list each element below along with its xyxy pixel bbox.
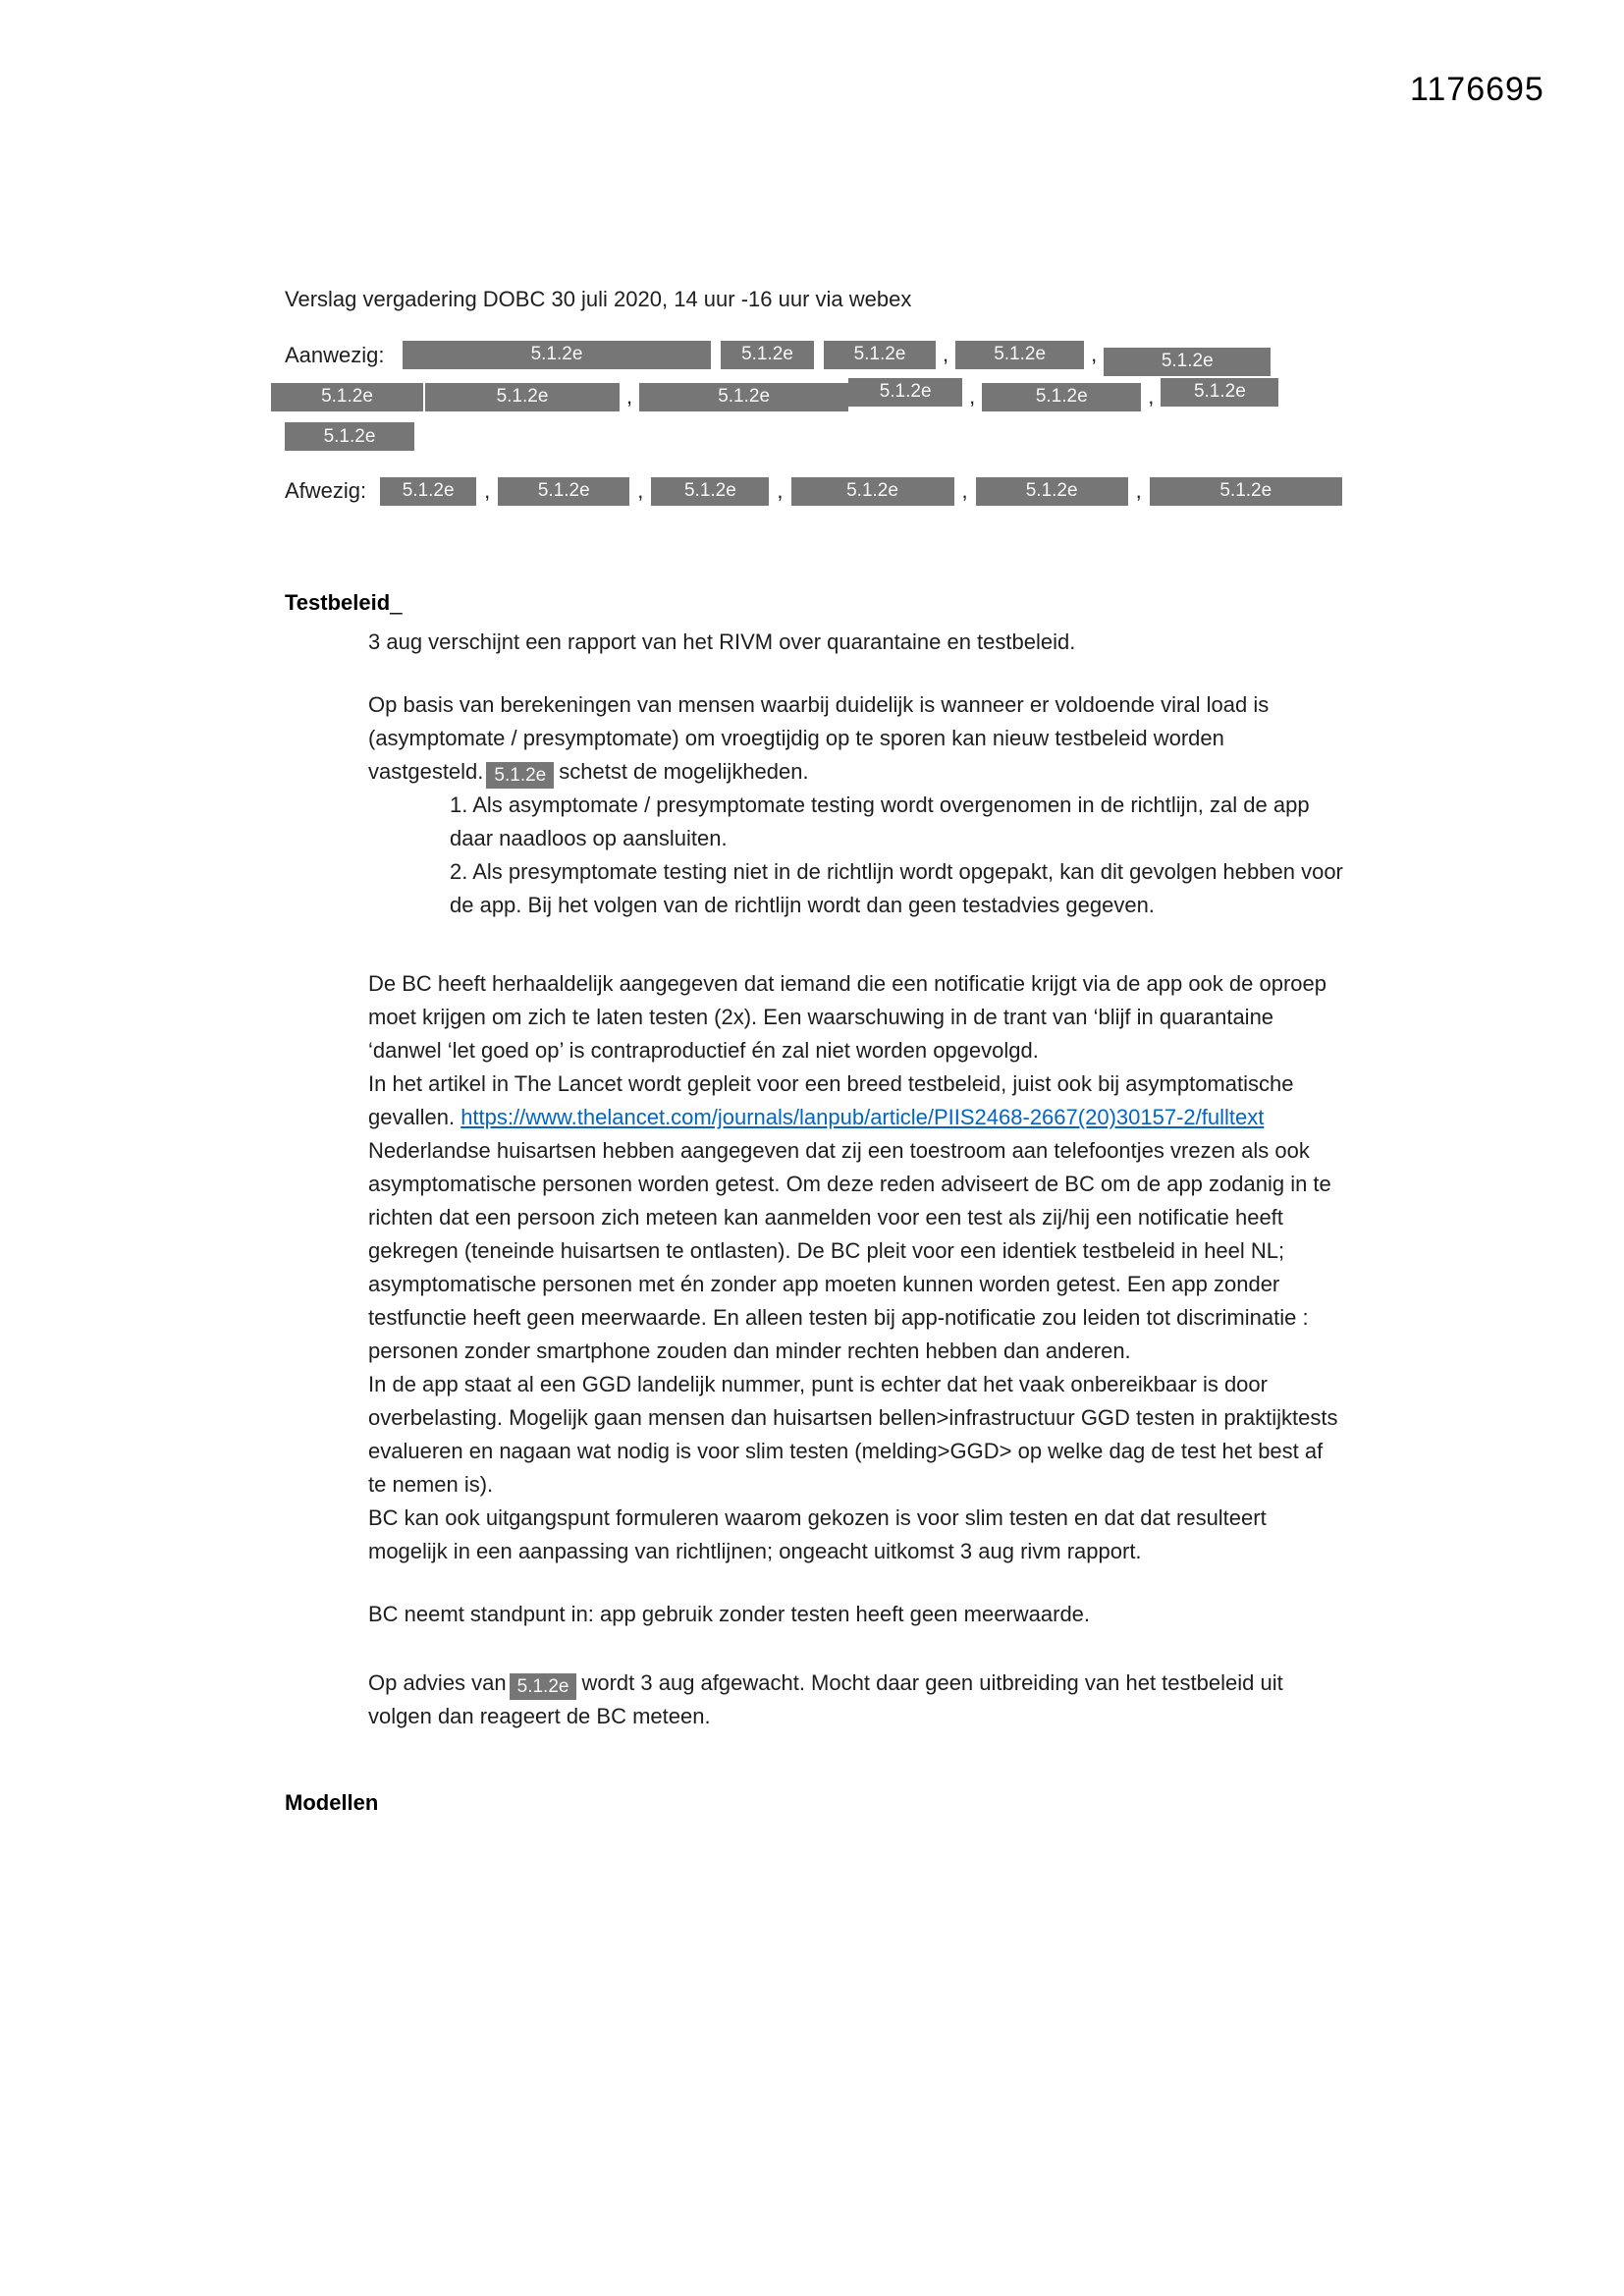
paragraph-text: wordt 3 aug afgewacht. Mocht daar geen uitbreiding van het testbeleid uit volgen dan reageert de BC meteen. — [368, 1670, 1283, 1728]
document-content — [285, 283, 1355, 1820]
paragraph-bc-notificatie: De BC heeft herhaaldelijk aangegeven dat iemand die een notificatie krijgt via de app ook de oproep moet krijgen om zich te laten testen (2x). Een waarschuwing in de trant van ‘blijf in quarantaine ‘danwel ‘let goed op’ is contraproductief én zal niet worden opgevolgd. — [368, 971, 1326, 1063]
inline-redaction: 5.1.2e — [510, 1673, 577, 1700]
section-heading-modellen: Modellen — [285, 1790, 379, 1815]
paragraph-text: In het artikel in The Lancet wordt gepleit voor een breed testbeleid, juist ook bij asymptomatische gevallen. — [368, 1071, 1294, 1129]
redaction-separator: , — [637, 478, 644, 503]
numbered-list — [450, 789, 1345, 922]
redaction-bar: 5.1.2e — [721, 341, 814, 369]
redaction-bar: 5.1.2e — [791, 477, 954, 506]
redaction-separator: , — [1148, 384, 1155, 409]
present-label: Aanwezig: — [285, 343, 385, 367]
redaction-bar: 5.1.2e — [498, 477, 629, 506]
redaction-bar: 5.1.2e — [651, 477, 769, 506]
redaction-bar: 5.1.2e — [380, 477, 476, 506]
paragraph-uitgangspunt: BC kan ook uitgangspunt formuleren waarom gekozen is voor slim testen en dat dat resulteert mogelijk in een aanpassing van richtlijnen; ongeacht uitkomst 3 aug rivm rapport. — [368, 1505, 1267, 1563]
paragraph-text: schetst de mogelijkheden. — [559, 759, 809, 784]
redaction-separator: , — [777, 478, 784, 503]
paragraph-viral-load — [368, 688, 1345, 789]
redaction-bar: 5.1.2e — [285, 422, 414, 451]
heading-text: Testbeleid — [285, 590, 391, 615]
redaction-bar: 5.1.2e — [1161, 378, 1278, 407]
redaction-bar: 5.1.2e — [955, 341, 1084, 369]
lancet-article-link[interactable]: https://www.thelancet.com/journals/lanpub/article/PIIS2468-2667(20)30157-2/fulltext — [460, 1105, 1265, 1129]
redaction-bar: 5.1.2e — [976, 477, 1128, 506]
redaction-separator: , — [969, 384, 976, 409]
section-heading-testbeleid — [285, 586, 1355, 620]
document-number-stamp: 1176695 — [1410, 71, 1544, 108]
redaction-bar: 5.1.2e — [982, 383, 1141, 411]
paragraph-text: Op basis van berekeningen van mensen waarbij duidelijk is wanneer er voldoende viral load is (asymptomate / presymptomate) om vroegtijdig op te sporen kan nieuw testbeleid worden vastgesteld. — [368, 692, 1270, 784]
inline-redaction: 5.1.2e — [486, 762, 554, 789]
paragraph-rivm-rapport: 3 aug verschijnt een rapport van het RIVM over quarantaine en testbeleid. — [368, 629, 1076, 654]
redaction-bar: 5.1.2e — [824, 341, 936, 369]
absent-label: Afwezig: — [285, 478, 367, 503]
list-item-2: 2. Als presymptomate testing niet in de richtlijn wordt opgepakt, kan dit gevolgen hebben voor de app. Bij het volgen van de richtlijn wordt dan geen testadvies gegeven. — [450, 859, 1343, 917]
redaction-separator: , — [626, 384, 633, 409]
document-title: Verslag vergadering DOBC 30 juli 2020, 14 uur -16 uur via webex — [285, 287, 912, 311]
redaction-bar: 5.1.2e — [425, 383, 620, 411]
redaction-bar: 5.1.2e — [848, 378, 962, 407]
paragraph-ggd-nummer: In de app staat al een GGD landelijk nummer, punt is echter dat het vaak onbereikbaar is door overbelasting. Mogelijk gaan mensen dan huisartsen bellen>infrastructuur GGD testen in praktijktests evalueren en nagaan wat nodig is voor slim testen (melding>GGD> op welke dag de test het best af te nemen is). — [368, 1372, 1338, 1497]
paragraph-advies — [368, 1667, 1345, 1733]
paragraph-lancet — [368, 1067, 1345, 1134]
redaction-row — [285, 422, 1355, 451]
attendance-present-block — [285, 338, 1355, 451]
redaction-separator: , — [1091, 342, 1098, 366]
redaction-bar: 5.1.2e — [271, 383, 423, 411]
redaction-separator: , — [961, 478, 968, 503]
redaction-bar: 5.1.2e — [1104, 348, 1271, 376]
heading-suffix: _ — [390, 590, 403, 615]
redaction-row — [403, 338, 1355, 371]
redaction-bar: 5.1.2e — [1150, 477, 1342, 506]
list-item-1: 1. Als asymptomate / presymptomate testing wordt overgenomen in de richtlijn, zal de app daar naadloos op aansluiten. — [450, 793, 1310, 850]
redaction-row — [271, 380, 1355, 413]
redaction-separator: , — [1135, 478, 1142, 503]
redaction-separator: , — [943, 342, 949, 366]
paragraph-text: Op advies van — [368, 1670, 507, 1695]
paragraph-huisartsen: Nederlandse huisartsen hebben aangegeven dat zij een toestroom aan telefoontjes vrezen als ook asymptomatische personen worden getest. Om deze reden adviseert de BC om de app zodanig in te richten dat een persoon zich meteen kan aanmelden voor een test als zij/hij een notificatie heeft gekregen (teneinde huisartsen te ontlasten). De BC pleit voor een identiek testbeleid in heel NL; asymptomatische personen met én zonder app moeten kunnen worden getest. Een app zonder testfunctie heeft geen meerwaarde. En alleen testen bij app-notificatie zou leiden tot discriminatie : personen zonder smartphone zouden dan minder rechten hebben dan anderen. — [368, 1138, 1331, 1363]
redaction-bar: 5.1.2e — [403, 341, 711, 369]
redaction-separator: , — [484, 478, 491, 503]
attendance-absent-block — [285, 474, 1355, 508]
testbeleid-body — [368, 626, 1345, 1733]
paragraph-bc-standpunt: BC neemt standpunt in: app gebruik zonder testen heeft geen meerwaarde. — [368, 1602, 1091, 1626]
redaction-bar: 5.1.2e — [639, 383, 848, 411]
